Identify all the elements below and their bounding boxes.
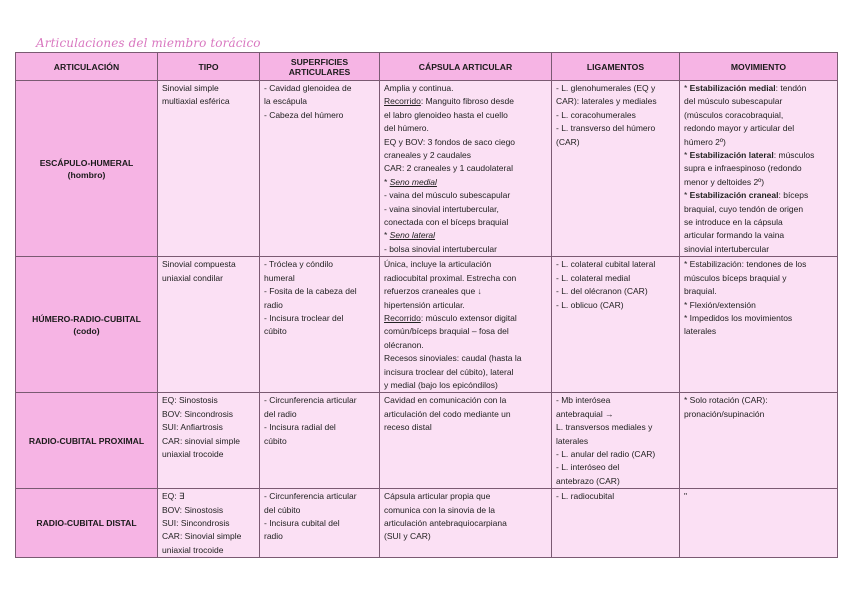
ligamento-line: antebraquial →: [556, 408, 614, 419]
superficie-line: radio: [264, 531, 283, 542]
line-text: supra e infraespinoso (redondo: [684, 163, 802, 174]
row-radio-cubital-distal: [16, 489, 838, 558]
line-text: *: [684, 83, 690, 93]
capsula-line: [384, 421, 548, 434]
line-text: y medial (bajo los epicóndilos): [384, 379, 498, 390]
line-text: EQ y BOV: 3 fondos de saco ciego: [384, 136, 516, 147]
movimiento-line: [684, 394, 834, 407]
movimiento-line: [684, 122, 834, 135]
ligamento-line: - L. transverso del húmero: [556, 123, 656, 134]
articulacion-name: (codo): [73, 325, 100, 336]
line-text: braquial.: [684, 286, 717, 297]
line-text: craneales y 2 caudales: [384, 150, 471, 161]
ligamentos-cell: [552, 81, 680, 257]
capsula-line: [384, 379, 548, 392]
line-text: - vaina sinovial intertubercular,: [384, 203, 499, 214]
movimiento-line: [684, 299, 834, 312]
movimiento-cell: [680, 257, 838, 393]
movimiento-line: [684, 312, 834, 325]
ligamento-line: (CAR): [556, 136, 580, 147]
ligamento-line: - L. oblicuo (CAR): [556, 299, 624, 310]
superficie-line: - Fosita de la cabeza del: [264, 286, 357, 297]
ligamento-line: - L. colateral cubital lateral: [556, 259, 656, 270]
tipo-line: Sinovial compuesta: [162, 259, 236, 270]
ligamentos-cell: [552, 489, 680, 558]
movimiento-line: [684, 490, 834, 503]
superficies-cell: [260, 81, 380, 257]
movimiento-line: [684, 285, 834, 298]
superficie-line: radio: [264, 299, 283, 310]
tipo-cell: [158, 393, 260, 489]
articulacion-cell: [16, 257, 158, 393]
superficies-cell: [260, 489, 380, 558]
line-text: Cápsula articular propia que: [384, 491, 491, 502]
capsula-line: [384, 109, 548, 122]
line-text: Recesos sinoviales: caudal (hasta la: [384, 353, 522, 364]
movimiento-cell: [680, 489, 838, 558]
articulacion-name: ESCÁPULO-HUMERAL: [39, 157, 134, 168]
capsula-line: [384, 366, 548, 379]
header-tipo: TIPO: [158, 53, 260, 81]
capsula-line: [384, 490, 548, 503]
articulacion-cell: [16, 489, 158, 558]
header-movimiento: MOVIMIENTO: [680, 53, 838, 81]
ligamento-line: - L. glenohumerales (EQ y: [556, 83, 656, 93]
capsula-line: [384, 122, 548, 135]
line-text: *: [384, 176, 390, 187]
line-text: Amplia y continua.: [384, 83, 454, 93]
articulations-table: [15, 52, 838, 558]
tipo-line: uniaxial trocoide: [162, 544, 224, 555]
movimiento-line: [684, 95, 834, 108]
articulacion-name: HÚMERO-RADIO-CUBITAL: [32, 313, 141, 324]
tipo-line: Sinovial simple: [162, 83, 219, 93]
line-text: *: [684, 190, 690, 201]
movimiento-line: [684, 136, 834, 149]
superficie-line: - Incisura radial del: [264, 422, 336, 433]
line-text: : tendón: [775, 83, 807, 93]
line-text: * Solo rotación (CAR):: [684, 395, 768, 406]
tipo-line: SUI: Sincondrosis: [162, 518, 230, 528]
underlined-term: Recorrido: [384, 312, 421, 323]
line-text: * Impedidos los movimientos: [684, 312, 793, 323]
superficie-line: cúbito: [264, 326, 287, 337]
tipo-line: BOV: Sinostosis: [162, 504, 224, 515]
document-title: Articulaciones del miembro torácico: [36, 36, 261, 50]
superficies-cell: [260, 257, 380, 393]
capsula-line: [384, 243, 548, 256]
row-escapulo-humeral: [16, 81, 838, 257]
ligamento-line: antebrazo (CAR): [556, 475, 620, 486]
tipo-line: CAR: Sinovial simple: [162, 531, 242, 542]
line-text: *: [384, 230, 390, 241]
movimiento-line: [684, 229, 834, 242]
capsula-line: [384, 189, 548, 202]
line-text: común/bíceps braquial – fosa del: [384, 326, 509, 337]
tipo-line: multiaxial esférica: [162, 96, 230, 107]
movimiento-line: [684, 176, 834, 189]
ligamento-line: - L. radiocubital: [556, 491, 615, 502]
line-text: incisura troclear del cúbito), lateral: [384, 366, 514, 377]
superficie-line: - Circunferencia articular: [264, 395, 357, 406]
line-text: * Flexión/extensión: [684, 299, 756, 310]
line-text: : Manguito fibroso desde: [420, 96, 514, 107]
capsula-line: [384, 149, 548, 162]
capsula-line: [384, 352, 548, 365]
line-text: *: [684, 150, 690, 161]
superficie-line: humeral: [264, 272, 295, 283]
line-text: conectada con el bíceps braquial: [384, 217, 509, 228]
movimiento-line: [684, 408, 834, 421]
movimiento-cell: [680, 81, 838, 257]
movimiento-line: [684, 189, 834, 202]
superficie-line: - Tróclea y cóndilo: [264, 259, 333, 270]
articulacion-cell: [16, 393, 158, 489]
line-text: braquial, cuyo tendón de origen: [684, 203, 804, 214]
tipo-cell: [158, 257, 260, 393]
capsula-line: [384, 162, 548, 175]
capsula-cell: [380, 393, 552, 489]
movimiento-line: [684, 149, 834, 162]
line-text: músculos bíceps braquial y: [684, 272, 787, 283]
capsula-line: [384, 272, 548, 285]
superficie-line: cúbito: [264, 435, 287, 446]
line-text: (músculos coracobraquial,: [684, 109, 784, 120]
line-text: hipertensión articular.: [384, 299, 465, 310]
capsula-line: [384, 299, 548, 312]
line-text: del músculo subescapular: [684, 96, 783, 107]
line-text: : músculo extensor digital: [420, 312, 517, 323]
line-text: olécranon.: [384, 339, 424, 350]
capsula-cell: [380, 257, 552, 393]
movimiento-cell: [680, 393, 838, 489]
capsula-line: [384, 517, 548, 530]
tipo-line: EQ: ∃: [162, 491, 185, 502]
header-articulacion: ARTICULACIÓN: [16, 53, 158, 81]
articulacion-name: RADIO-CUBITAL PROXIMAL: [28, 435, 145, 446]
line-text: CAR: 2 craneales y 1 caudolateral: [384, 163, 513, 174]
line-text: - vaina del músculo subescapular: [384, 190, 511, 201]
capsula-line: [384, 95, 548, 108]
ligamento-line: - L. colateral medial: [556, 272, 631, 283]
superficie-line: - Circunferencia articular: [264, 491, 357, 502]
capsula-line: [384, 285, 548, 298]
ligamento-line: - L. coracohumerales: [556, 109, 636, 120]
superficie-line: - Cavidad glenoidea de: [264, 83, 352, 93]
line-text: articulación del codo mediante un: [384, 408, 511, 419]
line-text: Única, incluye la articulación: [384, 259, 492, 270]
line-text: - bolsa sinovial intertubercular: [384, 243, 497, 254]
bold-term: Estabilización lateral: [689, 150, 774, 161]
capsula-line: [384, 530, 548, 543]
capsula-line: [384, 203, 548, 216]
capsula-cell: [380, 489, 552, 558]
line-text: el labro glenoideo hasta el cuello: [384, 109, 508, 120]
movimiento-line: [684, 109, 834, 122]
tipo-cell: [158, 489, 260, 558]
tipo-line: EQ: Sinostosis: [162, 395, 218, 406]
line-text: redondo mayor y articular del: [684, 123, 795, 134]
line-text: : bíceps: [778, 190, 809, 201]
capsula-line: [384, 216, 548, 229]
superficie-line: del cúbito: [264, 504, 301, 515]
ligamentos-cell: [552, 257, 680, 393]
line-text: refuerzos craneales que ↓: [384, 286, 482, 297]
line-text: : músculos: [773, 150, 815, 161]
tipo-cell: [158, 81, 260, 257]
superficies-cell: [260, 393, 380, 489]
line-text: pronación/supinación: [684, 408, 765, 419]
capsula-line: [384, 229, 548, 242]
sinus-heading: Seno lateral: [389, 230, 436, 241]
underlined-term: Recorrido: [384, 96, 421, 107]
capsula-line: [384, 325, 548, 338]
tipo-line: uniaxial condilar: [162, 272, 223, 283]
capsula-line: [384, 136, 548, 149]
line-text: * Estabilización: tendones de los: [684, 259, 807, 270]
ligamento-line: - L. interóseo del: [556, 462, 620, 473]
sinus-heading: Seno medial: [389, 176, 437, 187]
superficie-line: del radio: [264, 408, 297, 419]
line-text: menor y deltoides 2º): [684, 176, 765, 187]
movimiento-line: [684, 203, 834, 216]
header-capsula: CÁPSULA ARTICULAR: [380, 53, 552, 81]
header-superficies: SUPERFICIES ARTICULARES: [260, 53, 380, 81]
movimiento-line: [684, 82, 834, 95]
articulacion-name: RADIO-CUBITAL DISTAL: [36, 518, 137, 529]
movimiento-line: [684, 272, 834, 285]
row-radio-cubital-proximal: [16, 393, 838, 489]
movimiento-line: [684, 325, 834, 338]
movimiento-line: [684, 258, 834, 271]
row-humero-radio-cubital: [16, 257, 838, 393]
capsula-line: [384, 258, 548, 271]
line-text: receso distal: [384, 422, 432, 433]
tipo-line: CAR: sinovial simple: [162, 435, 240, 446]
capsula-line: [384, 176, 548, 189]
line-text: articulación antebraquiocarpiana: [384, 518, 507, 528]
line-text: radiocubital proximal. Estrecha con: [384, 272, 517, 283]
ligamento-line: CAR): laterales y mediales: [556, 96, 657, 107]
ligamento-line: L. transversos mediales y: [556, 422, 653, 433]
bold-term: Estabilización medial: [689, 83, 776, 93]
movimiento-line: [684, 216, 834, 229]
articulacion-cell: [16, 81, 158, 257]
ligamento-line: laterales: [556, 435, 589, 446]
capsula-line: [384, 339, 548, 352]
line-text: (SUI y CAR): [384, 531, 431, 542]
line-text: ": [684, 491, 688, 502]
ligamento-line: - Mb interósea: [556, 395, 611, 406]
line-text: húmero 2º): [684, 136, 726, 147]
capsula-line: [384, 504, 548, 517]
line-text: comunica con la sinovia de la: [384, 504, 496, 515]
capsula-line: [384, 408, 548, 421]
superficie-line: - Cabeza del húmero: [264, 109, 344, 120]
capsula-line: [384, 394, 548, 407]
articulacion-name: (hombro): [67, 169, 106, 180]
ligamento-line: - L. anular del radio (CAR): [556, 448, 656, 459]
tipo-line: BOV: Sincondrosis: [162, 408, 234, 419]
line-text: del húmero.: [384, 123, 429, 134]
capsula-cell: [380, 81, 552, 257]
line-text: Cavidad en comunicación con la: [384, 395, 507, 406]
bold-term: Estabilización craneal: [689, 190, 779, 201]
line-text: articular formando la vaina: [684, 230, 785, 241]
tipo-line: uniaxial trocoide: [162, 448, 224, 459]
movimiento-line: [684, 162, 834, 175]
movimiento-line: [684, 243, 834, 256]
table-header-row: [16, 53, 838, 81]
superficie-line: la escápula: [264, 96, 308, 107]
header-ligamentos: LIGAMENTOS: [552, 53, 680, 81]
capsula-line: [384, 82, 548, 95]
line-text: laterales: [684, 326, 717, 337]
superficie-line: - Incisura cubital del: [264, 518, 340, 528]
line-text: sinovial intertubercular: [684, 243, 770, 254]
line-text: se introduce en la cápsula: [684, 217, 783, 228]
ligamento-line: - L. del olécranon (CAR): [556, 286, 648, 297]
superficie-line: - Incisura troclear del: [264, 312, 344, 323]
ligamentos-cell: [552, 393, 680, 489]
capsula-line: [384, 312, 548, 325]
tipo-line: SUI: Anfiartrosis: [162, 422, 223, 433]
